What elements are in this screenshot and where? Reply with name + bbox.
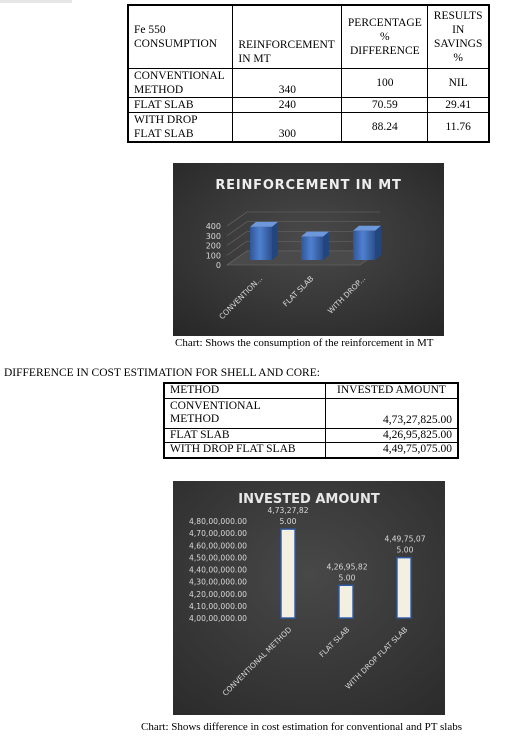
table-row: FLAT SLAB 240 70.59 29.41 <box>128 97 489 112</box>
data-label: 5.00 <box>396 545 414 555</box>
top-edge-strip <box>0 0 72 3</box>
bar-front <box>250 227 272 260</box>
y-tick-label: 4,00,00,000.00 <box>189 614 247 623</box>
bar <box>339 585 353 618</box>
y-tick-label: 4,40,00,000.00 <box>189 565 247 575</box>
reinforcement-chart <box>173 163 444 336</box>
y-tick-label: 100 <box>205 251 221 261</box>
chart2-caption: Chart: Shows difference in cost estimation for conventional and PT slabs <box>141 721 462 733</box>
header-percentage: PERCENTAGE % DIFFERENCE <box>342 5 428 68</box>
bar-side <box>323 232 329 260</box>
y-tick-label: 4,70,00,000.00 <box>189 529 247 539</box>
x-tick-label: FLAT SLAB <box>317 625 352 659</box>
x-tick-label: CONVENTION... <box>217 274 265 322</box>
chart1-caption: Chart: Shows the consumption of the reinforcement in MT <box>175 337 434 349</box>
data-label: 5.00 <box>279 517 297 527</box>
x-tick-label: WITH DROP... <box>325 274 368 316</box>
y-tick-label: 4,10,00,000.00 <box>189 601 247 611</box>
bar <box>353 226 381 260</box>
data-label: 4,49,75,07 <box>384 534 426 544</box>
data-label: 4,73,27,82 <box>267 506 309 516</box>
invested-amount-table <box>163 382 459 459</box>
bar <box>301 232 329 260</box>
y-tick-label: 4,80,00,000.00 <box>189 517 247 526</box>
reinforcement-table <box>127 4 490 143</box>
bar-side <box>375 226 381 260</box>
invested-amount-chart <box>173 481 445 715</box>
header-savings: RESULTS IN SAVINGS % <box>428 5 489 68</box>
chart-title: INVESTED AMOUNT <box>238 492 380 507</box>
x-tick-label: WITH DROP FLAT SLAB <box>343 625 410 692</box>
y-tick-label: 400 <box>205 222 221 231</box>
y-tick-label: 4,30,00,000.00 <box>189 577 247 587</box>
chart-title: REINFORCEMENT IN MT <box>215 178 402 193</box>
header-reinforcement: REINFORCEMENT IN MT <box>233 5 342 68</box>
table-row: WITH DROP FLAT SLAB 300 88.24 11.76 <box>128 112 489 142</box>
table-header-row: METHOD INVESTED AMOUNT <box>164 383 458 398</box>
y-tick-label: 0 <box>215 261 221 270</box>
y-tick-label: 4,50,00,000.00 <box>189 553 247 563</box>
x-tick-label: FLAT SLAB <box>281 274 316 309</box>
bar-front <box>301 237 323 260</box>
bar <box>397 558 411 618</box>
table-row: CONVENTIONAL METHOD 340 100 NIL <box>128 68 489 97</box>
data-label: 5.00 <box>338 573 356 583</box>
y-axis-ticks <box>189 517 247 623</box>
table-row: WITH DROP FLAT SLAB 4,49,75,075.00 <box>164 443 458 458</box>
bar <box>250 222 278 260</box>
table-header-row <box>128 5 489 68</box>
data-label: 4,26,95,82 <box>326 562 368 572</box>
bar-front <box>353 231 375 260</box>
header-consumption: Fe 550 CONSUMPTION <box>128 5 233 68</box>
table-row: CONVENTIONAL METHOD 4,73,27,825.00 <box>164 398 458 428</box>
section-heading: DIFFERENCE IN COST ESTIMATION FOR SHELL AND CORE: <box>4 367 320 379</box>
bar <box>281 529 295 618</box>
bar-side <box>272 222 278 260</box>
table-row: FLAT SLAB 4,26,95,825.00 <box>164 428 458 443</box>
y-tick-label: 300 <box>205 231 221 241</box>
y-tick-label: 4,60,00,000.00 <box>189 541 247 551</box>
y-tick-label: 4,20,00,000.00 <box>189 589 247 599</box>
x-tick-label: CONVENTIONAL METHOD <box>220 625 294 698</box>
y-tick-label: 200 <box>205 241 221 251</box>
